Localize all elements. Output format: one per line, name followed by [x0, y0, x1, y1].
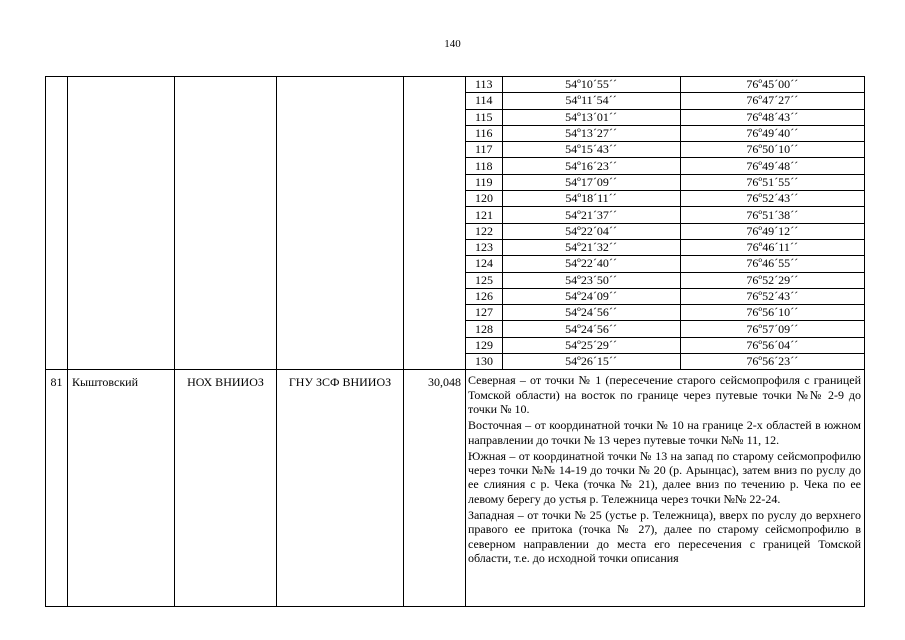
boundary-west: Западная – от точки № 25 (устье р. Тележница), вверх по руслу до верхнего правого ее притока (точка № 27), далее по старому сейсмопрофилю в северном направлении до места его пересечения с границей Томской области, т.е. до исходной точки описания [468, 508, 861, 565]
longitude: 76º49´12´´ [680, 223, 864, 239]
coordinate-row [466, 272, 864, 288]
latitude: 54º10´55´´ [502, 77, 680, 93]
longitude: 76º56´10´´ [680, 305, 864, 321]
longitude: 76º46´55´´ [680, 256, 864, 272]
longitude: 76º50´10´´ [680, 142, 864, 158]
point-number: 124 [466, 256, 502, 272]
latitude: 54º22´04´´ [502, 223, 680, 239]
coordinate-row [466, 223, 864, 239]
point-number: 127 [466, 305, 502, 321]
coordinate-row [466, 158, 864, 174]
longitude: 76º52´29´´ [680, 272, 864, 288]
point-number: 128 [466, 321, 502, 337]
hunting-grounds-table [45, 76, 865, 607]
longitude: 76º51´38´´ [680, 207, 864, 223]
coordinate-row [466, 305, 864, 321]
latitude: 54º24´09´´ [502, 288, 680, 304]
entry-org1: НОХ ВНИИОЗ [175, 370, 277, 607]
empty-cell-area [404, 77, 466, 370]
point-number: 123 [466, 239, 502, 255]
point-number: 117 [466, 142, 502, 158]
coordinate-row [466, 109, 864, 125]
boundary-south: Южная – от координатной точки № 13 на запад по старому сейсмопрофилю через точки №№ 14-19 до точки № 20 (р. Арынцас), затем вниз по руслу до ее слияния с р. Чека (точка № 21), далее вниз по течению р. Чека по ее левому берегу до устья р. Тележница через точки №№ 22-24. [468, 448, 861, 506]
coordinate-row [466, 288, 864, 304]
coordinate-row [466, 174, 864, 190]
page-number: 140 [444, 38, 461, 50]
coordinate-row [466, 337, 864, 353]
point-number: 129 [466, 337, 502, 353]
coordinate-row [466, 207, 864, 223]
point-number: 118 [466, 158, 502, 174]
coordinate-row [466, 256, 864, 272]
empty-cell-org2 [277, 77, 404, 370]
point-number: 121 [466, 207, 502, 223]
latitude: 54º24´56´´ [502, 321, 680, 337]
coordinate-row [466, 93, 864, 109]
latitude: 54º15´43´´ [502, 142, 680, 158]
latitude: 54º24´56´´ [502, 305, 680, 321]
coordinates-cell [466, 77, 865, 370]
point-number: 120 [466, 191, 502, 207]
latitude: 54º21´37´´ [502, 207, 680, 223]
coordinate-row [466, 142, 864, 158]
coordinate-row [466, 239, 864, 255]
longitude: 76º52´43´´ [680, 191, 864, 207]
entry-org2: ГНУ ЗСФ ВНИИОЗ [277, 370, 404, 607]
latitude: 54º11´54´´ [502, 93, 680, 109]
coordinates-table [466, 77, 864, 369]
latitude: 54º13´01´´ [502, 109, 680, 125]
entry-number: 81 [46, 370, 68, 607]
latitude: 54º21´32´´ [502, 239, 680, 255]
longitude: 76º46´11´´ [680, 239, 864, 255]
point-number: 114 [466, 93, 502, 109]
latitude: 54º16´23´´ [502, 158, 680, 174]
boundary-description [466, 370, 865, 607]
longitude: 76º52´43´´ [680, 288, 864, 304]
latitude: 54º23´50´´ [502, 272, 680, 288]
point-number: 130 [466, 354, 502, 370]
latitude: 54º17´09´´ [502, 174, 680, 190]
coordinate-row [466, 191, 864, 207]
continuation-row [46, 77, 865, 370]
longitude: 76º45´00´´ [680, 77, 864, 93]
point-number: 113 [466, 77, 502, 93]
latitude: 54º22´40´´ [502, 256, 680, 272]
latitude: 54º18´11´´ [502, 191, 680, 207]
point-number: 115 [466, 109, 502, 125]
point-number: 126 [466, 288, 502, 304]
point-number: 125 [466, 272, 502, 288]
longitude: 76º56´04´´ [680, 337, 864, 353]
coordinate-row [466, 125, 864, 141]
entry-area: 30,048 [404, 370, 466, 607]
point-number: 122 [466, 223, 502, 239]
latitude: 54º25´29´´ [502, 337, 680, 353]
latitude: 54º13´27´´ [502, 125, 680, 141]
longitude: 76º51´55´´ [680, 174, 864, 190]
latitude: 54º26´15´´ [502, 354, 680, 370]
empty-cell-number [46, 77, 68, 370]
coordinate-row [466, 354, 864, 370]
point-number: 119 [466, 174, 502, 190]
boundary-north: Северная – от точки № 1 (пересечение старого сейсмопрофиля с границей Томской области) на восток по границе через путевые точки №№ 2-9 до точки № 10. [468, 373, 861, 416]
longitude: 76º49´48´´ [680, 158, 864, 174]
boundary-east: Восточная – от координатной точки № 10 на границе 2-х областей в южном направлении до точки № 13 через путевые точки №№ 11, 12. [468, 418, 861, 447]
coordinate-row [466, 321, 864, 337]
coordinate-row [466, 77, 864, 93]
empty-cell-org1 [175, 77, 277, 370]
longitude: 76º47´27´´ [680, 93, 864, 109]
longitude: 76º48´43´´ [680, 109, 864, 125]
longitude: 76º56´23´´ [746, 354, 799, 369]
longitude: 76º57´09´´ [680, 321, 864, 337]
entry-row [46, 370, 865, 607]
entry-region: Кыштовский [68, 370, 175, 607]
empty-cell-region [68, 77, 175, 370]
point-number: 116 [466, 125, 502, 141]
longitude: 76º49´40´´ [680, 125, 864, 141]
